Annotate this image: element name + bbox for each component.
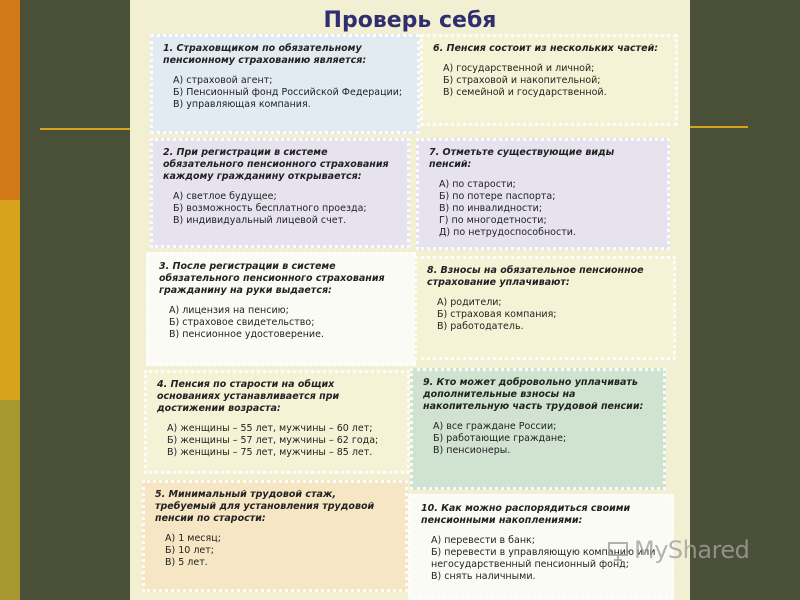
answer-option: А) 1 месяц; <box>165 533 221 544</box>
answer-option: А) все граждане России; <box>433 421 557 432</box>
question-card-9 <box>410 368 666 490</box>
answer-option: В) работодатель. <box>437 321 524 332</box>
answer-option: А) страховой агент; <box>173 75 273 86</box>
divider-right <box>688 126 748 128</box>
answer-option: В) по инвалидности; <box>439 203 543 214</box>
answer-option: Б) по потере паспорта; <box>439 191 556 202</box>
answer-option: Д) по нетрудоспособности. <box>439 227 576 238</box>
answer-option: А) женщины – 55 лет, мужчины – 60 лет; <box>167 423 373 434</box>
question-text: 10. Как можно распорядиться своими пенсионными накоплениями: <box>421 503 631 526</box>
question-text: 7. Отметьте существующие виды пенсий: <box>429 147 615 170</box>
answer-option: А) лицензия на пенсию; <box>169 305 289 316</box>
side-bar-olive <box>0 400 20 600</box>
presentation-icon <box>606 539 630 563</box>
answer-option: Б) 10 лет; <box>165 545 215 556</box>
answer-option: Б) Пенсионный фонд Российской Федерации; <box>173 87 403 98</box>
answer-option: Б) перевести в управляющую компанию или негосударственный пенсионный фонд; <box>431 547 656 570</box>
question-text: 4. Пенсия по старости на общих основаниях устанавливается при достижении возраста: <box>157 379 340 414</box>
side-bar-gold <box>0 200 20 400</box>
answer-option: Б) страховое свидетельство; <box>169 317 315 328</box>
question-card-7 <box>416 138 670 250</box>
answer-option: В) индивидуальный лицевой счет. <box>173 215 347 226</box>
answer-option: Б) работающие граждане; <box>433 433 567 444</box>
answer-option: В) 5 лет. <box>165 557 208 568</box>
answer-option: Б) возможность бесплатного проезда; <box>173 203 367 214</box>
answer-option: А) светлое будущее; <box>173 191 277 202</box>
watermark-text: MyShared <box>634 536 750 564</box>
answer-option: В) семейной и государственной. <box>443 87 607 98</box>
question-card-2 <box>150 138 410 248</box>
answer-option: А) родители; <box>437 297 502 308</box>
question-text: 5. Минимальный трудовой стаж, требуемый для установления трудовой пенсии по старости: <box>155 489 375 524</box>
watermark <box>606 536 749 564</box>
answer-option: Б) женщины – 57 лет, мужчины – 62 года; <box>167 435 379 446</box>
question-text: 6. Пенсия состоит из нескольких частей: <box>433 43 659 54</box>
question-card-8 <box>414 256 676 360</box>
question-card-1 <box>150 34 420 134</box>
question-card-3 <box>146 252 416 366</box>
answer-option: В) снять наличными. <box>431 571 536 582</box>
question-text: 2. При регистрации в системе обязательного пенсионного страхования каждому гражданину открывается: <box>163 147 389 182</box>
answer-option: В) пенсионеры. <box>433 445 511 456</box>
question-text: 9. Кто может добровольно уплачивать дополнительные взносы на накопительную часть трудовой пенсии: <box>423 377 644 412</box>
answer-option: А) государственной и личной; <box>443 63 595 74</box>
answer-option: Б) страховая компания; <box>437 309 557 320</box>
divider-left <box>40 128 132 130</box>
answer-option: Б) страховой и накопительной; <box>443 75 601 86</box>
quiz-sheet <box>130 0 690 600</box>
answer-option: А) перевести в банк; <box>431 535 535 546</box>
question-text: 3. После регистрации в системе обязательного пенсионного страхования гражданину на руки выдается: <box>159 261 385 296</box>
answer-option: В) управляющая компания. <box>173 99 311 110</box>
answer-option: А) по старости; <box>439 179 516 190</box>
side-bar-orange <box>0 0 20 200</box>
answer-option: Г) по многодетности; <box>439 215 547 226</box>
answer-option: В) женщины – 75 лет, мужчины – 85 лет. <box>167 447 373 458</box>
answer-option: В) пенсионное удостоверение. <box>169 329 324 340</box>
question-text: 1. Страховщиком по обязательному пенсионному страхованию является: <box>163 43 367 66</box>
question-text: 8. Взносы на обязательное пенсионное страхование уплачивают: <box>427 265 644 288</box>
page-title: Проверь себя <box>323 8 497 33</box>
question-card-4 <box>144 370 410 474</box>
question-card-6 <box>420 34 678 126</box>
question-card-5 <box>142 480 408 592</box>
